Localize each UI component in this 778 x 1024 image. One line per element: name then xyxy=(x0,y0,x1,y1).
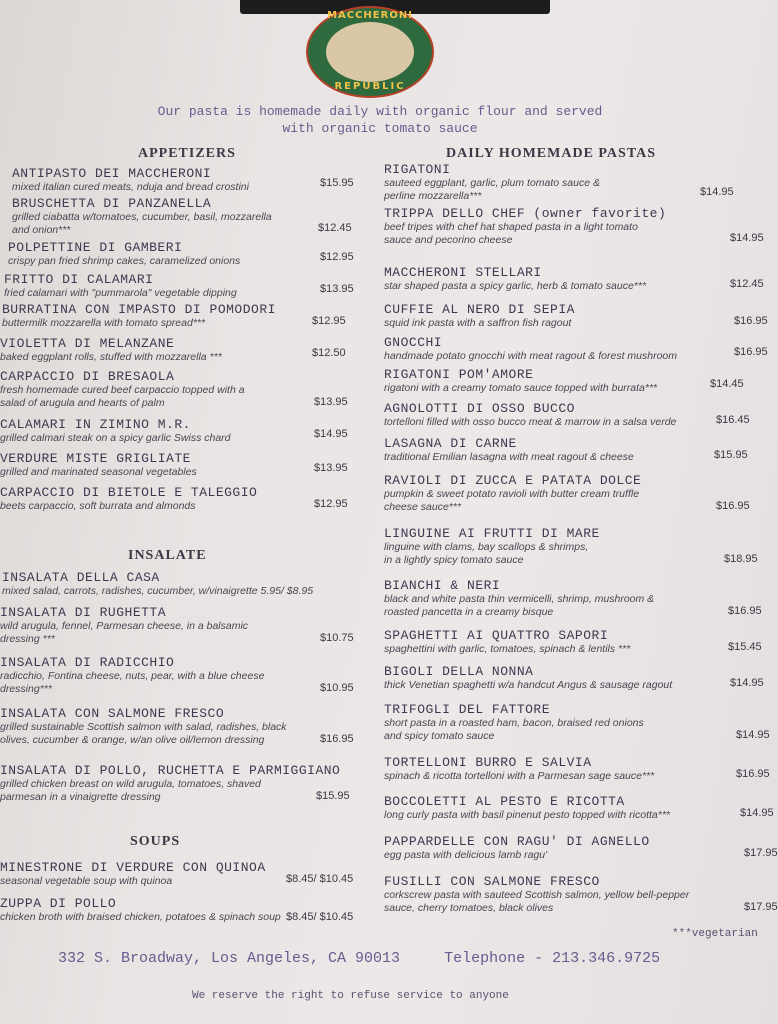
item-price: $8.45/ $10.45 xyxy=(286,873,354,885)
item-description: fresh homemade cured beef carpaccio topped with a xyxy=(0,384,245,396)
item-name: RAVIOLI DI ZUCCA E PATATA DOLCE xyxy=(384,473,642,488)
item-name: BURRATINA CON IMPASTO DI POMODORI xyxy=(2,302,276,317)
item-price: $10.95 xyxy=(320,682,354,694)
item-description: mixed italian cured meats, nduja and bread crostini xyxy=(12,181,249,193)
menu-item xyxy=(0,485,348,513)
item-description: crispy pan fried shrimp cakes, caramelized onions xyxy=(8,255,241,267)
menu-item xyxy=(384,794,774,822)
item-price: $14.95 xyxy=(730,232,764,244)
item-name: AGNOLOTTI DI OSSO BUCCO xyxy=(384,401,575,416)
item-description-line2: roasted pancetta in a creamy bisque xyxy=(384,606,554,618)
item-name: RIGATONI POM'AMORE xyxy=(384,367,534,382)
menu-item xyxy=(384,874,778,915)
item-description: short pasta in a roasted ham, bacon, braised red onions xyxy=(384,717,644,729)
logo-top-text: MACCHERONI xyxy=(327,10,413,21)
item-name: BIANCHI & NERI xyxy=(384,578,501,593)
item-description: rigatoni with a creamy tomato sauce topped with burrata*** xyxy=(384,382,658,394)
item-name: CARPACCIO DI BRESAOLA xyxy=(0,369,175,384)
item-description: grilled ciabatta w/tomatoes, cucumber, basil, mozzarella xyxy=(12,211,272,223)
item-name: SPAGHETTI AI QUATTRO SAPORI xyxy=(384,628,609,643)
menu-item xyxy=(384,335,768,363)
item-name: BRUSCHETTA DI PANZANELLA xyxy=(12,196,212,211)
item-description-line2: parmesan in a vinaigrette dressing xyxy=(0,791,161,803)
item-price: $14.95 xyxy=(700,186,734,198)
restaurant-logo xyxy=(306,6,434,98)
item-description: black and white pasta thin vermicelli, shrimp, mushroom & xyxy=(384,593,655,605)
item-name: CUFFIE AL NERO DI SEPIA xyxy=(384,302,575,317)
menu-item xyxy=(384,367,744,395)
phone: Telephone - 213.346.9725 xyxy=(444,950,661,967)
item-name: CALAMARI IN ZIMINO M.R. xyxy=(0,417,191,432)
item-name: FUSILLI CON SALMONE FRESCO xyxy=(384,874,600,889)
item-price: $18.95 xyxy=(724,553,758,565)
menu-item xyxy=(4,272,354,300)
item-name: INSALATA CON SALMONE FRESCO xyxy=(0,706,225,721)
item-name: VERDURE MISTE GRIGLIATE xyxy=(0,451,191,466)
menu-item xyxy=(384,702,770,743)
menu-item xyxy=(0,706,354,747)
menu-item xyxy=(12,196,352,237)
menu-item xyxy=(2,302,346,330)
menu-item xyxy=(384,162,734,203)
item-name: INSALATA DI RADICCHIO xyxy=(0,655,175,670)
item-description: pumpkin & sweet potato ravioli with butter cream truffle xyxy=(384,488,640,500)
item-name: MINESTRONE DI VERDURE CON QUINOA xyxy=(0,860,266,875)
item-description: wild arugula, fennel, Parmesan cheese, in a balsamic xyxy=(0,620,249,632)
item-name: ZUPPA DI POLLO xyxy=(0,896,117,911)
item-price: $13.95 xyxy=(320,283,354,295)
item-price: $16.95 xyxy=(736,768,770,780)
item-name: TORTELLONI BURRO E SALVIA xyxy=(384,755,592,770)
item-name: VIOLETTA DI MELANZANE xyxy=(0,336,175,351)
footer-contact xyxy=(58,950,660,967)
section-insalate: INSALATE xyxy=(128,548,207,563)
item-description-line2: perline mozzarella*** xyxy=(384,190,482,202)
item-price: $16.45 xyxy=(716,414,750,426)
menu-item xyxy=(12,166,354,194)
menu-item xyxy=(0,451,348,479)
item-description: tortelloni filled with osso bucco meat & marrow in a salsa verde xyxy=(384,416,677,428)
item-name: GNOCCHI xyxy=(384,335,443,350)
item-price: $12.45 xyxy=(318,222,352,234)
item-description-line2: sauce, cherry tomatoes, black olives xyxy=(384,902,554,914)
footer-note: We reserve the right to refuse service to anyone xyxy=(192,990,509,1002)
item-price: $15.95 xyxy=(320,177,354,189)
item-price: $8.45/ $10.45 xyxy=(286,911,354,923)
item-price: $17.95 xyxy=(744,847,778,859)
item-name: BIGOLI DELLA NONNA xyxy=(384,664,534,679)
item-price: $16.95 xyxy=(716,500,750,512)
item-description-line2: and onion*** xyxy=(12,224,71,236)
menu-item xyxy=(384,401,750,429)
item-price: $15.95 xyxy=(316,790,350,802)
item-name: ANTIPASTO DEI MACCHERONI xyxy=(12,166,212,181)
item-price: $14.95 xyxy=(740,807,774,819)
item-description: buttermilk mozzarella with tomato spread*** xyxy=(2,317,206,329)
item-description: corkscrew pasta with sauteed Scottish salmon, yellow bell-pepper xyxy=(384,889,690,901)
item-name: TRIPPA DELLO CHEF (owner favorite) xyxy=(384,206,667,221)
menu-item xyxy=(384,755,770,783)
item-description-line2: and spicy tomato sauce xyxy=(384,730,495,742)
menu-item xyxy=(8,240,354,268)
item-name: POLPETTINE DI GAMBERI xyxy=(8,240,183,255)
item-price: $15.45 xyxy=(728,641,762,653)
menu-item xyxy=(384,265,764,293)
item-description: spaghettini with garlic, tomatoes, spinach & lentils *** xyxy=(384,643,631,655)
menu-item xyxy=(384,436,748,464)
item-name: RIGATONI xyxy=(384,162,451,177)
menu-item xyxy=(0,860,354,888)
item-description: sauteed eggplant, garlic, plum tomato sauce & xyxy=(384,177,600,189)
item-description: chicken broth with braised chicken, potatoes & spinach soup xyxy=(0,911,281,923)
item-price: $14.95 xyxy=(736,729,770,741)
item-description: radicchio, Fontina cheese, nuts, pear, with a blue cheese xyxy=(0,670,265,682)
item-name: MACCHERONI STELLARI xyxy=(384,265,542,280)
menu-item xyxy=(384,473,750,514)
item-description: traditional Emilian lasagna with meat ragout & cheese xyxy=(384,451,634,463)
item-description: beef tripes with chef hat shaped pasta in a light tomato xyxy=(384,221,638,233)
item-description-line2: olives, cucumber & orange, w/an olive oil/lemon dressing xyxy=(0,734,265,746)
menu-item xyxy=(384,628,762,656)
item-price: $13.95 xyxy=(314,462,348,474)
item-price: $16.95 xyxy=(734,346,768,358)
menu-item xyxy=(0,896,354,924)
item-price: $13.95 xyxy=(314,396,348,408)
item-description: thick Venetian spaghetti w/a handcut Angus & sausage ragout xyxy=(384,679,673,691)
item-description: egg pasta with delicious lamb ragu' xyxy=(384,849,548,861)
menu-item xyxy=(2,571,313,598)
item-description: beets carpaccio, soft burrata and almonds xyxy=(0,500,196,512)
item-description: long curly pasta with basil pinenut pesto topped with ricotta*** xyxy=(384,809,671,821)
item-description: grilled chicken breast on wild arugula, tomatoes, shaved xyxy=(0,778,261,790)
item-description-line2: sauce and pecorino cheese xyxy=(384,234,513,246)
item-name: FRITTO DI CALAMARI xyxy=(4,272,154,287)
item-description-line2: dressing *** xyxy=(0,633,55,645)
menu-item xyxy=(384,206,764,247)
item-description-line2: in a lightly spicy tomato sauce xyxy=(384,554,524,566)
section-appetizers: APPETIZERS xyxy=(138,146,236,161)
intro-line-2: with organic tomato sauce xyxy=(282,121,478,136)
item-price: $12.95 xyxy=(314,498,348,510)
item-name: INSALATA DI POLLO, RUCHETTA E PARMIGGIANO xyxy=(0,763,341,778)
item-description: fried calamari with "pummarola" vegetable dipping xyxy=(4,287,237,299)
item-price: $16.95 xyxy=(734,315,768,327)
item-description: linguine with clams, bay scallops & shrimps, xyxy=(384,541,589,553)
item-description-line2: dressing*** xyxy=(0,683,52,695)
section-soups: SOUPS xyxy=(130,834,181,849)
menu-item xyxy=(384,526,758,567)
item-price: $12.45 xyxy=(730,278,764,290)
menu-item xyxy=(384,664,764,692)
item-name: BOCCOLETTI AL PESTO E RICOTTA xyxy=(384,794,625,809)
item-price: $12.95 xyxy=(320,251,354,263)
section-pastas: DAILY HOMEMADE PASTAS xyxy=(446,146,657,161)
item-description: baked eggplant rolls, stuffed with mozzarella *** xyxy=(0,351,222,363)
item-name: CARPACCIO DI BIETOLE E TALEGGIO xyxy=(0,485,258,500)
address: 332 S. Broadway, Los Angeles, CA 90013 xyxy=(58,950,401,967)
item-description: seasonal vegetable soup with quinoa xyxy=(0,875,173,887)
item-description: grilled calmari steak on a spicy garlic Swiss chard xyxy=(0,432,231,444)
item-price: $15.95 xyxy=(714,449,748,461)
item-price: $14.95 xyxy=(730,677,764,689)
item-price: $17.95 xyxy=(744,901,778,913)
item-price: $10.75 xyxy=(320,632,354,644)
item-description-line2: cheese sauce*** xyxy=(384,501,462,513)
item-description: spinach & ricotta tortelloni with a Parmesan sage sauce*** xyxy=(384,770,655,782)
vegetarian-note: ***vegetarian xyxy=(672,928,758,940)
item-description: grilled and marinated seasonal vegetables xyxy=(0,466,197,478)
menu-item xyxy=(0,605,354,646)
item-name: TRIFOGLI DEL FATTORE xyxy=(384,702,551,717)
item-price: $16.95 xyxy=(320,733,354,745)
ship-emblem xyxy=(326,22,414,82)
menu-item xyxy=(0,655,354,696)
item-price: $12.95 xyxy=(312,315,346,327)
item-description: handmade potato gnocchi with meat ragout & forest mushroom xyxy=(384,350,677,362)
menu-item xyxy=(0,417,348,445)
item-description-line2: salad of arugula and hearts of palm xyxy=(0,397,165,409)
item-name: LINGUINE AI FRUTTI DI MARE xyxy=(384,526,600,541)
item-description: mixed salad, carrots, radishes, cucumber, w/vinaigrette 5.95/ $8.95 xyxy=(2,585,314,597)
menu-item xyxy=(0,336,346,364)
item-description: star shaped pasta a spicy garlic, herb & tomato sauce*** xyxy=(384,280,647,292)
item-name: INSALATA DELLA CASA xyxy=(2,570,160,585)
item-price: $12.50 xyxy=(312,347,346,359)
item-name: LASAGNA DI CARNE xyxy=(384,436,517,451)
menu-item xyxy=(384,578,762,619)
item-description: squid ink pasta with a saffron fish ragout xyxy=(384,317,572,329)
item-name: INSALATA DI RUGHETTA xyxy=(0,605,167,620)
menu-item xyxy=(384,834,778,862)
intro-line-1: Our pasta is homemade daily with organic flour and served xyxy=(157,104,603,119)
item-price: $14.45 xyxy=(710,378,744,390)
menu-item xyxy=(0,763,350,804)
item-description: grilled sustainable Scottish salmon with salad, radishes, black xyxy=(0,721,287,733)
logo-bottom-text: REPUBLIC xyxy=(334,81,406,92)
item-price: $16.95 xyxy=(728,605,762,617)
item-name: PAPPARDELLE CON RAGU' DI AGNELLO xyxy=(384,834,650,849)
menu-item xyxy=(0,369,348,410)
item-price: $14.95 xyxy=(314,428,348,440)
menu-item xyxy=(384,302,768,330)
